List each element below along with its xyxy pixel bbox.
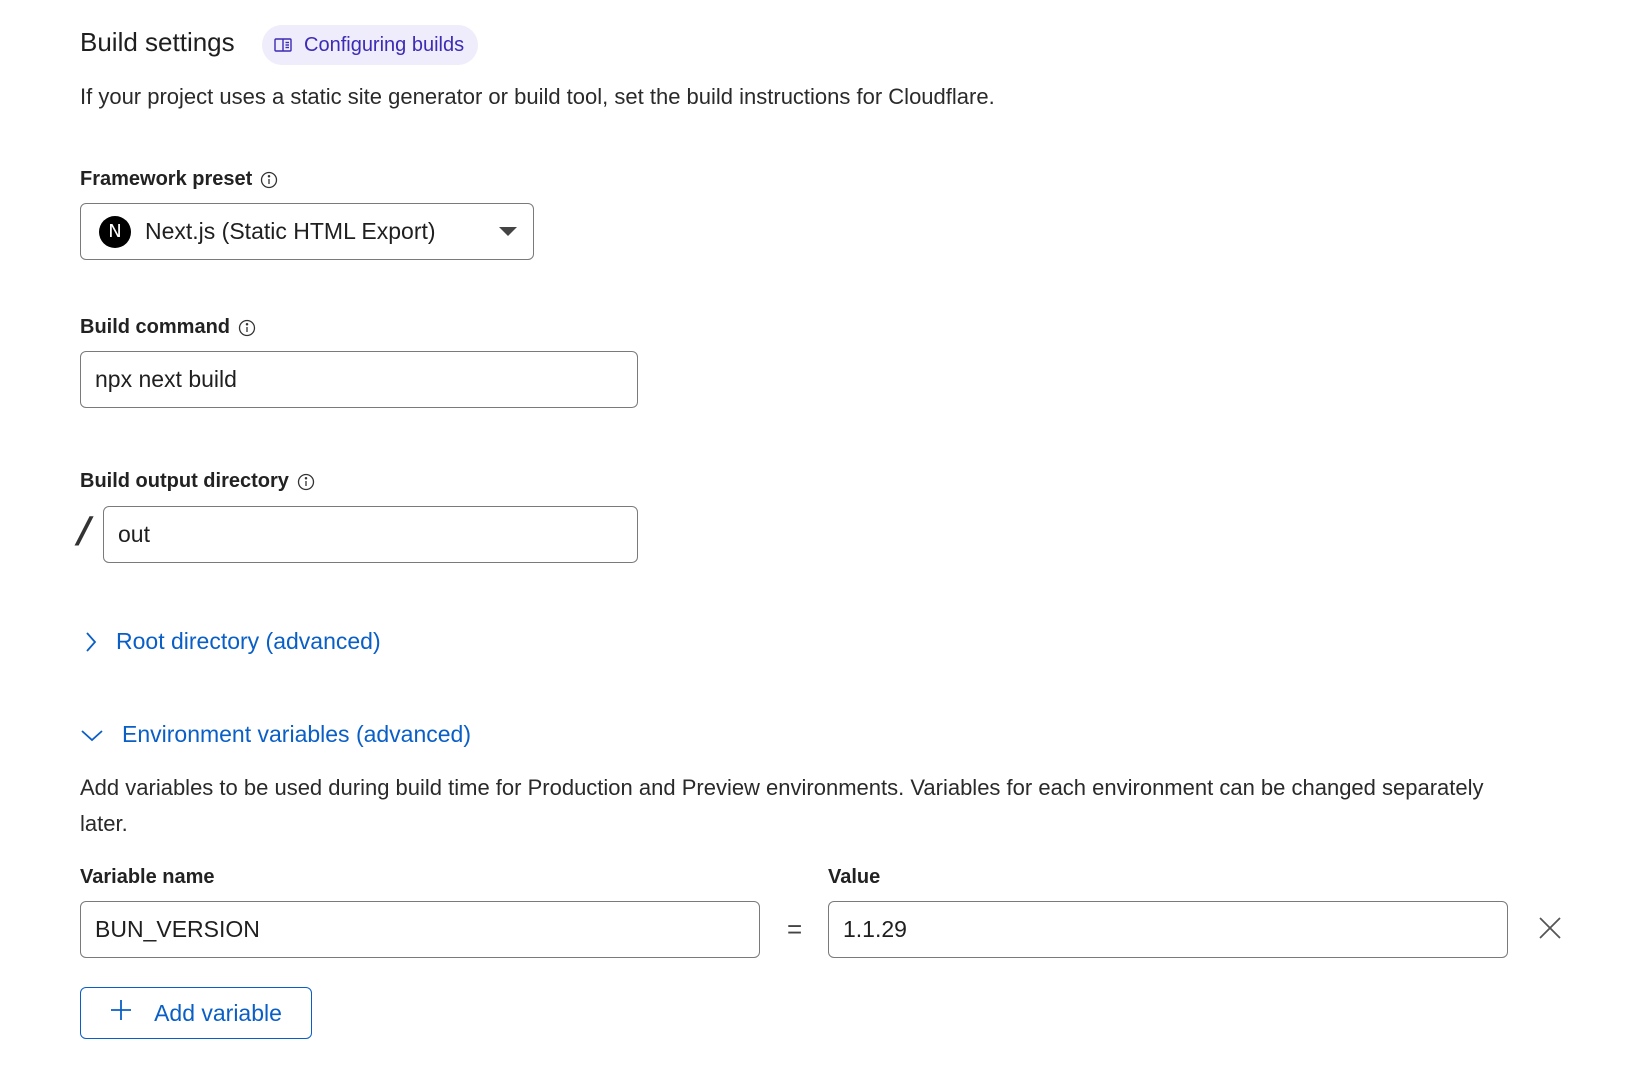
page-title: Build settings <box>80 27 235 57</box>
framework-preset-selected <box>99 216 436 248</box>
info-icon[interactable] <box>260 171 278 189</box>
build-output-input[interactable] <box>103 506 638 563</box>
plus-icon <box>110 999 132 1027</box>
root-slash-prefix: / <box>78 510 92 551</box>
variable-value-header <box>828 866 880 889</box>
remove-variable-button[interactable] <box>1536 914 1564 942</box>
framework-preset-label <box>80 168 278 191</box>
info-icon[interactable] <box>297 473 315 491</box>
build-settings-description: If your project uses a static site generator or build tool, set the build instructions for Cloudflare. <box>80 84 995 109</box>
variable-name-header-text: Variable name <box>80 866 215 888</box>
info-icon[interactable] <box>238 319 256 337</box>
root-directory-toggle[interactable] <box>84 628 381 655</box>
book-icon <box>274 37 292 53</box>
nextjs-logo-icon <box>99 216 131 248</box>
framework-preset-label-text: Framework preset <box>80 168 253 190</box>
build-command-value: npx next build <box>95 366 237 392</box>
build-output-value: out <box>118 521 150 547</box>
env-vars-label: Environment variables (advanced) <box>122 721 472 747</box>
variable-value-value: 1.1.29 <box>843 916 907 942</box>
variable-value-header-text: Value <box>828 866 881 888</box>
close-icon <box>1536 914 1564 942</box>
variable-value-input[interactable] <box>828 901 1508 958</box>
configuring-builds-label: Configuring builds <box>304 33 465 56</box>
root-directory-label: Root directory (advanced) <box>116 628 381 654</box>
framework-preset-select[interactable] <box>80 203 534 260</box>
configuring-builds-link[interactable] <box>262 25 478 65</box>
framework-preset-value: Next.js (Static HTML Export) <box>145 218 436 244</box>
chevron-right-icon <box>84 630 98 654</box>
variable-name-value: BUN_VERSION <box>95 916 260 942</box>
env-vars-description: Add variables to be used during build time for Production and Preview environments. Variables for each environment can be changed separately later. <box>80 775 1484 836</box>
build-command-label-text: Build command <box>80 316 231 338</box>
build-command-input[interactable] <box>80 351 638 408</box>
build-output-label-text: Build output directory <box>80 470 289 492</box>
add-variable-label: Add variable <box>154 999 282 1026</box>
equals-sign: = <box>787 914 803 944</box>
chevron-down-icon <box>80 728 104 742</box>
nextjs-logo-letter: N <box>108 221 122 242</box>
build-output-label <box>80 470 315 493</box>
caret-down-icon <box>499 227 517 236</box>
env-vars-toggle[interactable] <box>80 721 471 748</box>
add-variable-button[interactable] <box>80 987 312 1039</box>
variable-name-header <box>80 866 215 889</box>
build-command-label <box>80 316 256 339</box>
variable-name-input[interactable] <box>80 901 760 958</box>
